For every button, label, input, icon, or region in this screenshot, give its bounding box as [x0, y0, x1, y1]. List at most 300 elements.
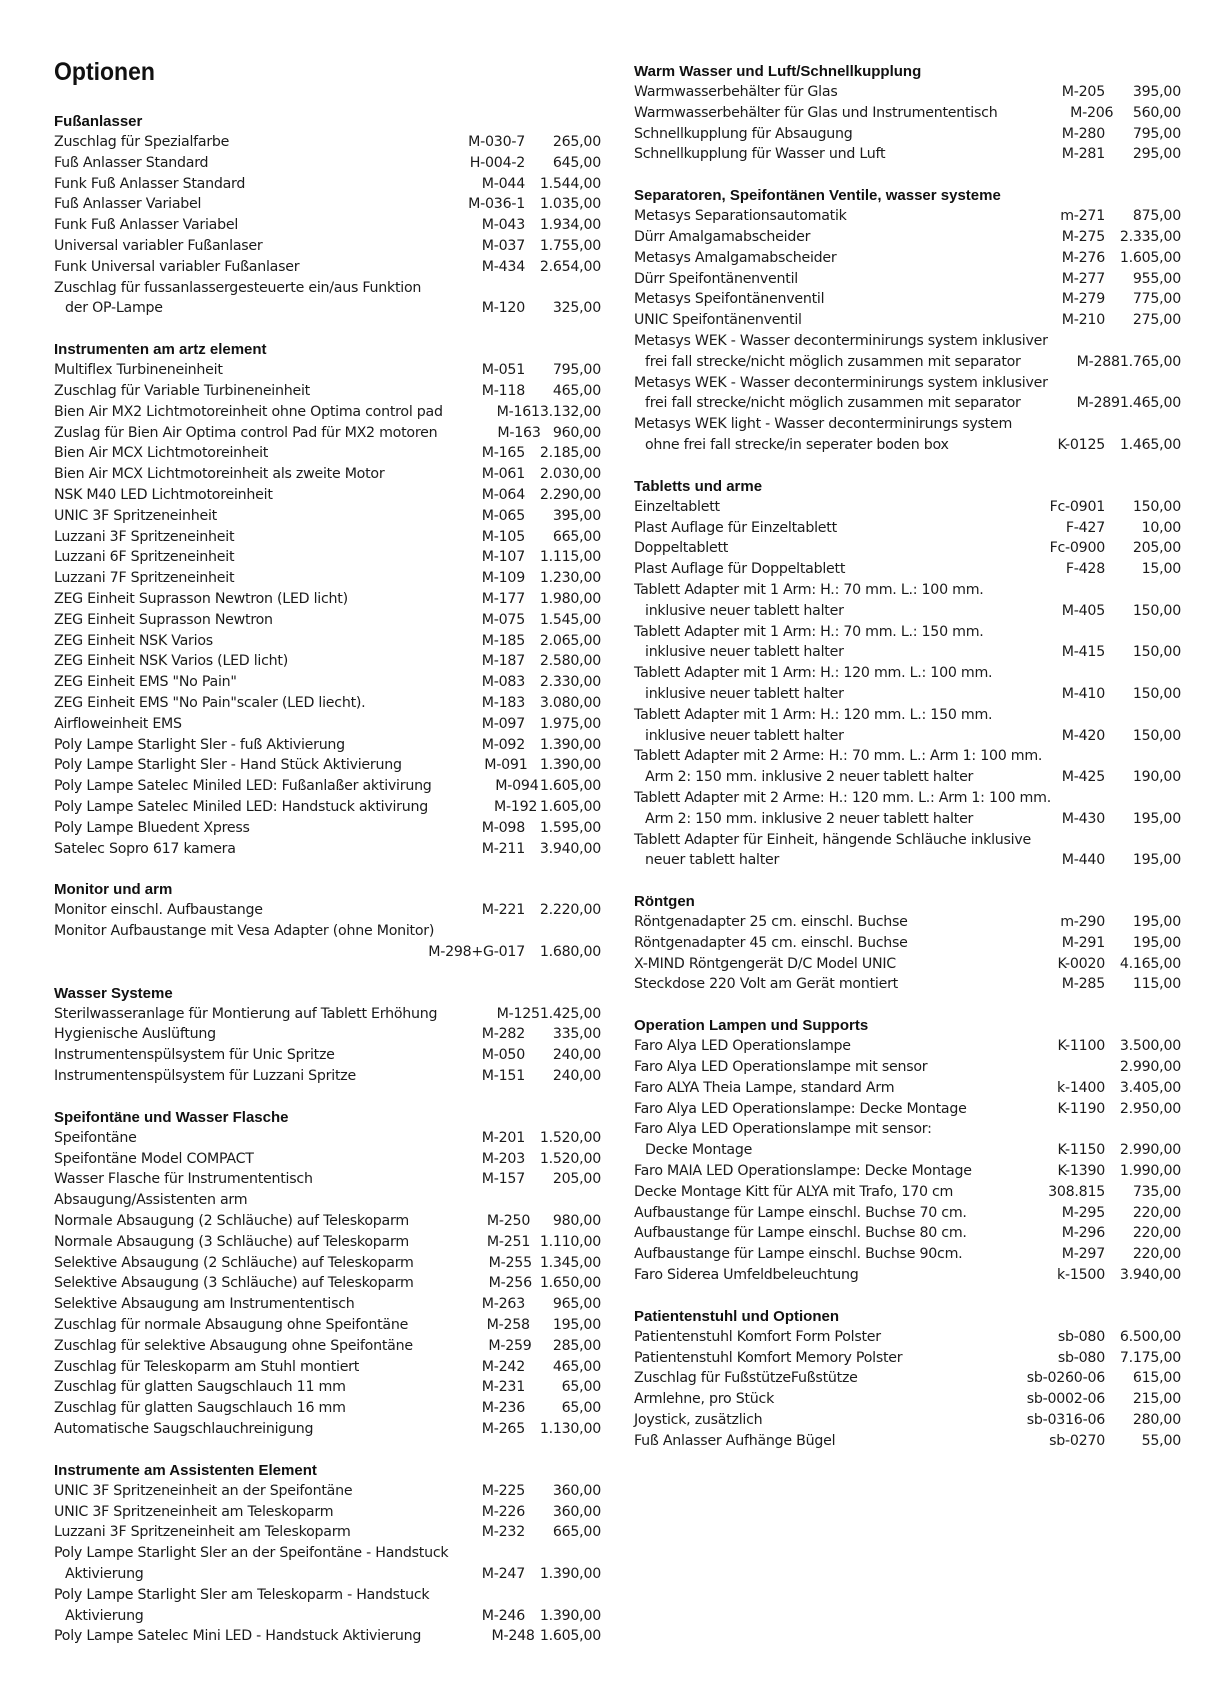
price-list-item: [634, 497, 1181, 518]
price-list-item: [54, 381, 601, 402]
item-description: Monitor einschl. Aufbaustange: [54, 902, 263, 919]
item-code: M-263: [481, 1296, 525, 1313]
item-code: M-051: [481, 362, 525, 379]
item-price: 3.080,00: [539, 694, 601, 711]
item-description: Funk Fuß Anlasser Variabel: [54, 217, 239, 234]
item-code: M-036-1: [468, 196, 525, 213]
item-code: M-161: [496, 403, 540, 420]
item-code: M-295: [1061, 1204, 1105, 1221]
section-heading: Speifontäne und Wasser Flasche: [54, 1108, 289, 1126]
item-code: M-221: [481, 902, 525, 919]
section-roentgen: [634, 892, 1181, 995]
item-description: Poly Lampe Bluedent Xpress: [54, 819, 250, 836]
price-list-item: [54, 402, 601, 423]
item-price: 325,00: [552, 300, 601, 317]
item-description: Luzzani 3F Spritzeneinheit: [54, 528, 235, 545]
item-description: Bien Air MX2 Lichtmotoreinheit ohne Optima control pad: [54, 403, 443, 420]
item-price: 795,00: [552, 362, 601, 379]
item-price: 1.975,00: [539, 715, 601, 732]
item-description: Metasys WEK - Wasser deconterminirungs system inklusiver: [634, 332, 1048, 349]
price-list-item: [634, 518, 1181, 539]
price-list-item: [54, 1211, 601, 1232]
item-description: Funk Fuß Anlasser Standard: [54, 175, 246, 192]
price-list-item: [634, 559, 1181, 580]
item-price: 735,00: [1132, 1183, 1181, 1200]
item-price: 360,00: [552, 1482, 601, 1499]
item-description: Metasys Amalgamabscheider: [634, 249, 837, 266]
item-code: M-296: [1061, 1225, 1105, 1242]
item-price: 195,00: [1132, 852, 1181, 869]
price-list-item: [54, 1481, 601, 1502]
item-code: M-065: [481, 507, 525, 524]
item-code: Fc-0901: [1049, 498, 1105, 515]
item-description: Metasys Separationsautomatik: [634, 208, 847, 225]
section-heading: Tabletts und arme: [634, 477, 763, 495]
item-description: Faro Alya LED Operationslampe: Decke Montage: [634, 1100, 967, 1117]
item-code: M-231: [481, 1379, 525, 1396]
item-code: M-265: [481, 1421, 525, 1438]
price-list-item: [634, 331, 1181, 373]
item-description: Poly Lampe Satelec Miniled LED: Handstuck aktivirung: [54, 798, 429, 815]
item-price: 4.165,00: [1119, 955, 1181, 972]
item-code: M-157: [481, 1171, 525, 1188]
price-list-item: [54, 1502, 601, 1523]
item-price: 1.544,00: [539, 175, 601, 192]
item-code: M-037: [481, 237, 525, 254]
item-price: 795,00: [1132, 125, 1181, 142]
item-description: inklusive neuer tablett halter: [645, 602, 844, 619]
item-price: 3.940,00: [539, 840, 601, 857]
price-list-item: [634, 310, 1181, 331]
item-price: 3.132,00: [539, 403, 601, 420]
item-price: 65,00: [561, 1379, 601, 1396]
item-price: 1.390,00: [539, 736, 601, 753]
item-price: 2.335,00: [1119, 228, 1181, 245]
price-list-item: [54, 1522, 601, 1543]
item-code: M-276: [1061, 249, 1105, 266]
item-code: M-211: [481, 840, 525, 857]
price-list-item: [54, 1336, 601, 1357]
price-list-item: [54, 900, 601, 921]
item-code: M-282: [481, 1026, 525, 1043]
item-code: M-281: [1061, 146, 1105, 163]
item-description: UNIC Speifontänenventil: [634, 312, 802, 329]
item-code: sb-0270: [1049, 1432, 1105, 1449]
price-list-item: [54, 735, 601, 756]
item-description: ZEG Einheit EMS "No Pain": [54, 674, 237, 691]
item-code: M-225: [481, 1482, 525, 1499]
price-list-item: [634, 1119, 1181, 1161]
item-code: sb-0260-06: [1026, 1370, 1105, 1387]
section-heading: Operation Lampen und Supports: [634, 1017, 869, 1035]
item-description: Poly Lampe Starlight Sler an der Speifontäne - Handstuck: [54, 1545, 449, 1562]
item-price: 1.595,00: [539, 819, 601, 836]
price-list-item: [54, 568, 601, 589]
price-list-item: [54, 1585, 601, 1627]
item-price: 220,00: [1132, 1246, 1181, 1263]
section-fussanlasser: [54, 112, 601, 319]
item-description: Instrumentenspülsystem für Unic Spritze: [54, 1047, 335, 1064]
item-description: Warmwasserbehälter für Glas und Instrumententisch: [634, 104, 998, 121]
item-code: M-251: [486, 1233, 531, 1250]
item-price: 150,00: [1132, 498, 1181, 515]
left-column: [54, 112, 601, 1647]
item-description: Plast Auflage für Doppeltablett: [634, 561, 846, 578]
item-description: ohne frei fall strecke/in seperater boden box: [645, 436, 949, 453]
item-code: M-177: [481, 590, 525, 607]
item-code: M-289: [1076, 395, 1120, 412]
price-list-item: [54, 776, 601, 797]
item-price: 1.465,00: [1119, 436, 1181, 453]
item-description: Tablett Adapter mit 2 Arme: H.: 120 mm. L.: Arm 1: 100 mm.: [634, 789, 1051, 806]
item-price: 560,00: [1132, 104, 1181, 121]
item-code: K-1190: [1057, 1100, 1105, 1117]
item-price: 280,00: [1132, 1412, 1181, 1429]
item-price: 645,00: [552, 154, 601, 171]
price-list-item: [634, 746, 1181, 788]
item-description: Selektive Absaugung (3 Schläuche) auf Teleskoparm: [54, 1275, 414, 1292]
item-code: K-1150: [1057, 1142, 1105, 1159]
item-price: 980,00: [552, 1213, 601, 1230]
item-description: X-MIND Röntgengerät D/C Model UNIC: [634, 955, 896, 972]
item-description: Röntgenadapter 25 cm. einschl. Buchse: [634, 914, 908, 931]
item-code: M-275: [1061, 228, 1105, 245]
item-description: Tablett Adapter für Einheit, hängende Schläuche inklusive: [634, 831, 1031, 848]
price-list-item: [634, 1348, 1181, 1369]
item-price: 240,00: [552, 1068, 601, 1085]
item-description: Multiflex Turbineneinheit: [54, 362, 223, 379]
item-code: M-210: [1061, 312, 1105, 329]
item-price: 875,00: [1132, 208, 1181, 225]
price-list-item: [634, 414, 1181, 456]
price-list-item: [634, 227, 1181, 248]
item-price: 1.520,00: [539, 1129, 601, 1146]
price-list-item: [634, 248, 1181, 269]
item-description: Fuß Anlasser Aufhänge Bügel: [634, 1432, 836, 1449]
section-warm-wasser-und-luft-schnellkupplung: [634, 62, 1181, 165]
item-price: 1.650,00: [539, 1275, 601, 1292]
item-description: ZEG Einheit Suprasson Newtron: [54, 611, 273, 628]
item-description: Zuschlag für Variable Turbineneinheit: [54, 382, 310, 399]
item-description: Fuß Anlasser Variabel: [54, 196, 202, 213]
item-price: 295,00: [1132, 146, 1181, 163]
item-description: Funk Universal variabler Fußanlaser: [54, 258, 300, 275]
item-code: M-098: [481, 819, 525, 836]
item-code: M-247: [481, 1566, 525, 1583]
item-description: der OP-Lampe: [65, 300, 163, 317]
item-description: Zuschlag für selektive Absaugung ohne Speifontäne: [54, 1337, 413, 1354]
item-description: frei fall strecke/nicht möglich zusammen mit separator: [645, 353, 1021, 370]
item-description: Arm 2: 150 mm. inklusive 2 neuer tablett halter: [645, 769, 974, 786]
item-code: M-064: [481, 486, 525, 503]
item-code: k-1500: [1057, 1267, 1105, 1284]
item-code: M-206: [1070, 104, 1114, 121]
item-code: M-405: [1061, 602, 1105, 619]
item-price: 1.605,00: [539, 798, 601, 815]
item-description: Tablett Adapter mit 1 Arm: H.: 70 mm. L.: 150 mm.: [634, 623, 984, 640]
item-price: 150,00: [1132, 685, 1181, 702]
price-list-item: [54, 485, 601, 506]
section-instrumente-am-assistenten-element: [54, 1461, 601, 1647]
item-description: Tablett Adapter mit 1 Arm: H.: 120 mm. L.: 100 mm.: [634, 665, 993, 682]
section-heading: Patientenstuhl und Optionen: [634, 1307, 839, 1325]
item-description: Zuschlag für glatten Saugschlauch 16 mm: [54, 1400, 346, 1417]
price-list-item: [54, 1024, 601, 1045]
item-code: M-187: [481, 653, 525, 670]
item-price: 205,00: [552, 1171, 601, 1188]
item-code: M-083: [481, 674, 525, 691]
price-list-item: [634, 373, 1181, 415]
item-code: M-107: [481, 549, 525, 566]
item-code: M-075: [481, 611, 525, 628]
price-list-item: [54, 797, 601, 818]
item-code: Fc-0900: [1049, 540, 1105, 557]
item-price: 1.110,00: [539, 1233, 601, 1250]
price-list-item: [54, 174, 601, 195]
item-code: M-250: [486, 1213, 531, 1230]
price-list-item: [634, 1327, 1181, 1348]
item-price: 265,00: [552, 134, 601, 150]
price-list-item: [634, 144, 1181, 165]
item-description: Instrumentenspülsystem für Luzzani Spritze: [54, 1068, 356, 1085]
item-description: Warmwasserbehälter für Glas: [634, 84, 838, 100]
item-description: Selektive Absaugung (2 Schläuche) auf Teleskoparm: [54, 1254, 414, 1271]
item-price: 2.065,00: [539, 632, 601, 649]
item-code: M-109: [481, 570, 525, 587]
item-price: 1.115,00: [539, 549, 601, 566]
section-tabletts-und-arme: [634, 477, 1181, 871]
price-list-item: [54, 755, 601, 776]
item-code: M-125: [496, 1005, 540, 1022]
item-description: Bien Air MCX Lichtmotoreinheit: [54, 445, 269, 462]
price-list-item: [634, 538, 1181, 559]
item-description: Dürr Amalgamabscheider: [634, 228, 811, 245]
item-price: 3.940,00: [1119, 1267, 1181, 1284]
price-list-item: [54, 506, 601, 527]
item-price: 2.220,00: [539, 902, 601, 919]
item-price: 6.500,00: [1119, 1328, 1181, 1345]
item-price: 965,00: [552, 1296, 601, 1313]
item-description: Speifontäne: [54, 1129, 137, 1146]
item-code: F-428: [1065, 561, 1105, 578]
item-price: 205,00: [1132, 540, 1181, 557]
item-code: m-271: [1060, 208, 1105, 225]
item-code: M-255: [488, 1254, 532, 1271]
price-list-item: [54, 1543, 601, 1585]
item-description: Metasys Speifontänenventil: [634, 291, 825, 308]
item-description: Sterilwasseranlage für Montierung auf Tablett Erhöhung: [54, 1005, 438, 1022]
price-list-item: [54, 1128, 601, 1149]
item-code: M-236: [481, 1400, 525, 1417]
section-monitor-und-arm: [54, 880, 601, 962]
item-price: 1.130,00: [539, 1421, 601, 1438]
item-price: 1.465,00: [1119, 395, 1181, 412]
price-list-item: [54, 443, 601, 464]
item-code: M-291: [1061, 934, 1105, 951]
price-list-item: [54, 1377, 601, 1398]
item-price: 10,00: [1141, 519, 1181, 536]
item-price: 465,00: [552, 382, 601, 399]
price-list-item: [634, 1057, 1181, 1078]
price-list-item: [54, 215, 601, 236]
item-price: 55,00: [1141, 1432, 1181, 1449]
price-list-item: [634, 788, 1181, 830]
item-code: M-050: [481, 1047, 525, 1064]
price-list-item: [54, 651, 601, 672]
item-code: M-105: [481, 528, 525, 545]
item-price: 395,00: [552, 507, 601, 524]
item-description: Hygienische Auslüftung: [54, 1026, 216, 1043]
item-description: Armlehne, pro Stück: [634, 1391, 775, 1408]
item-code: M-256: [488, 1275, 532, 1292]
item-code: M-118: [481, 382, 525, 399]
item-description: Schnellkupplung für Absaugung: [634, 125, 853, 142]
item-description: Normale Absaugung (2 Schläuche) auf Teleskoparm: [54, 1213, 409, 1230]
item-price: 1.390,00: [539, 757, 601, 774]
item-price: 2.990,00: [1119, 1142, 1181, 1159]
item-code: M-430: [1061, 810, 1105, 827]
item-price: 1.425,00: [539, 1005, 601, 1022]
item-price: 2.290,00: [539, 486, 601, 503]
item-price: 150,00: [1132, 727, 1181, 744]
item-code: H-004-2: [469, 154, 525, 171]
item-price: 2.950,00: [1119, 1100, 1181, 1117]
price-list-item: [54, 1066, 601, 1087]
price-list-item: [634, 974, 1181, 995]
item-price: 335,00: [552, 1026, 601, 1043]
item-description: Decke Montage Kitt für ALYA mit Trafo, 170 cm: [634, 1183, 954, 1200]
item-price: 1.230,00: [539, 570, 601, 587]
price-list-item: [634, 103, 1181, 124]
item-description: ZEG Einheit NSK Varios: [54, 632, 213, 649]
price-list-item: [634, 1203, 1181, 1224]
item-description: Zuschlag für Teleskoparm am Stuhl montiert: [54, 1358, 360, 1375]
price-list-item: [54, 1045, 601, 1066]
price-list-item: [54, 693, 601, 714]
item-code: M-410: [1061, 685, 1105, 702]
item-price: 1.680,00: [539, 943, 601, 960]
price-list-item: [634, 1036, 1181, 1057]
item-code: M-415: [1061, 644, 1105, 661]
price-list-item: [54, 1315, 601, 1336]
item-description: neuer tablett halter: [645, 852, 780, 869]
price-list-item: [54, 1253, 601, 1274]
item-description: Luzzani 3F Spritzeneinheit am Teleskoparm: [54, 1524, 351, 1541]
item-price: 220,00: [1132, 1225, 1181, 1242]
item-code: M-192: [493, 798, 538, 815]
item-code: M-226: [481, 1503, 525, 1520]
item-code: K-0020: [1057, 955, 1105, 972]
item-price: 220,00: [1132, 1204, 1181, 1221]
item-code: M-120: [481, 300, 525, 317]
price-list-item: [54, 464, 601, 485]
price-list-item: [54, 818, 601, 839]
price-list-item: [54, 1357, 601, 1378]
item-description: Airfloweinheit EMS: [54, 715, 182, 732]
item-code: M-425: [1061, 769, 1105, 786]
item-code: m-290: [1060, 914, 1105, 931]
item-price: 275,00: [1132, 312, 1181, 329]
section-heading: Separatoren, Speifontänen Ventile, wasser systeme: [634, 187, 1001, 205]
item-description: ZEG Einheit NSK Varios (LED licht): [54, 653, 289, 670]
item-description: inklusive neuer tablett halter: [645, 644, 844, 661]
item-code: sb-080: [1057, 1328, 1105, 1345]
right-column: [634, 62, 1181, 1452]
price-list-item: [54, 278, 601, 320]
item-code: M-259: [488, 1337, 532, 1354]
item-description: Poly Lampe Starlight Sler - Hand Stück Aktivierung: [54, 757, 402, 774]
price-list-item: [634, 269, 1181, 290]
item-price: 3.405,00: [1119, 1079, 1181, 1096]
price-list-item: [634, 124, 1181, 145]
item-price: 2.580,00: [539, 653, 601, 670]
item-description: UNIC 3F Spritzeneinheit an der Speifontäne: [54, 1482, 353, 1499]
item-description: Aufbaustange für Lampe einschl. Buchse 90cm.: [634, 1246, 963, 1263]
item-price: 1.035,00: [539, 196, 601, 213]
item-price: 1.765,00: [1119, 353, 1181, 370]
price-list-item: [634, 1431, 1181, 1452]
item-price: 465,00: [552, 1358, 601, 1375]
item-code: M-298+G-017: [428, 943, 525, 960]
item-code: M-280: [1061, 125, 1105, 142]
item-description: Faro ALYA Theia Lampe, standard Arm: [634, 1079, 895, 1096]
item-code: M-185: [481, 632, 525, 649]
item-description: Metasys WEK - Wasser deconterminirungs system inklusiver: [634, 374, 1048, 391]
item-description: Selektive Absaugung am Instrumententisch: [54, 1296, 355, 1313]
item-code: M-163: [497, 424, 541, 441]
item-price: 195,00: [1132, 914, 1181, 931]
section-instrumenten-am-artz-element: [54, 340, 601, 859]
item-price: 955,00: [1132, 270, 1181, 287]
item-price: 615,00: [1132, 1370, 1181, 1387]
item-description: Poly Lampe Starlight Sler am Teleskoparm - Handstuck: [54, 1586, 430, 1603]
item-price: 360,00: [552, 1503, 601, 1520]
item-code: M-248: [491, 1628, 535, 1645]
item-description: Automatische Saugschlauchreinigung: [54, 1421, 314, 1438]
price-list-item: [634, 830, 1181, 872]
item-price: 1.605,00: [539, 1628, 601, 1645]
section-patientenstuhl-und-optionen: [634, 1307, 1181, 1452]
item-description: Decke Montage: [645, 1142, 753, 1159]
price-list-item: [634, 954, 1181, 975]
price-list-item: [54, 527, 601, 548]
item-price: 665,00: [552, 528, 601, 545]
item-price: 150,00: [1132, 602, 1181, 619]
item-description: Faro Alya LED Operationslampe mit sensor:: [634, 1121, 932, 1138]
section-heading: Instrumente am Assistenten Element: [54, 1461, 317, 1479]
item-price: 1.980,00: [539, 590, 601, 607]
price-list-item: [634, 933, 1181, 954]
section-separatoren-speifontaenen-ventile-wasser-systeme: [634, 186, 1181, 456]
price-list-item: [634, 580, 1181, 622]
item-price: 195,00: [1132, 810, 1181, 827]
price-list-item: [54, 1190, 601, 1211]
item-description: Wasser Flasche für Instrumententisch: [54, 1171, 313, 1188]
section-heading: Warm Wasser und Luft/Schnellkupplung: [634, 63, 922, 80]
item-description: ZEG Einheit Suprasson Newtron (LED licht): [54, 590, 348, 607]
item-description: UNIC 3F Spritzeneinheit: [54, 507, 217, 524]
item-price: 2.654,00: [539, 258, 601, 275]
item-code: M-288: [1076, 353, 1120, 370]
item-code: K-0125: [1057, 436, 1105, 453]
price-list-item: [54, 610, 601, 631]
item-description: Faro MAIA LED Operationslampe: Decke Montage: [634, 1163, 972, 1180]
item-price: 15,00: [1141, 561, 1181, 578]
price-list-item: [54, 153, 601, 174]
item-code: M-183: [481, 694, 525, 711]
item-code: M-030-7: [468, 134, 525, 150]
section-heading: Wasser Systeme: [54, 984, 173, 1002]
